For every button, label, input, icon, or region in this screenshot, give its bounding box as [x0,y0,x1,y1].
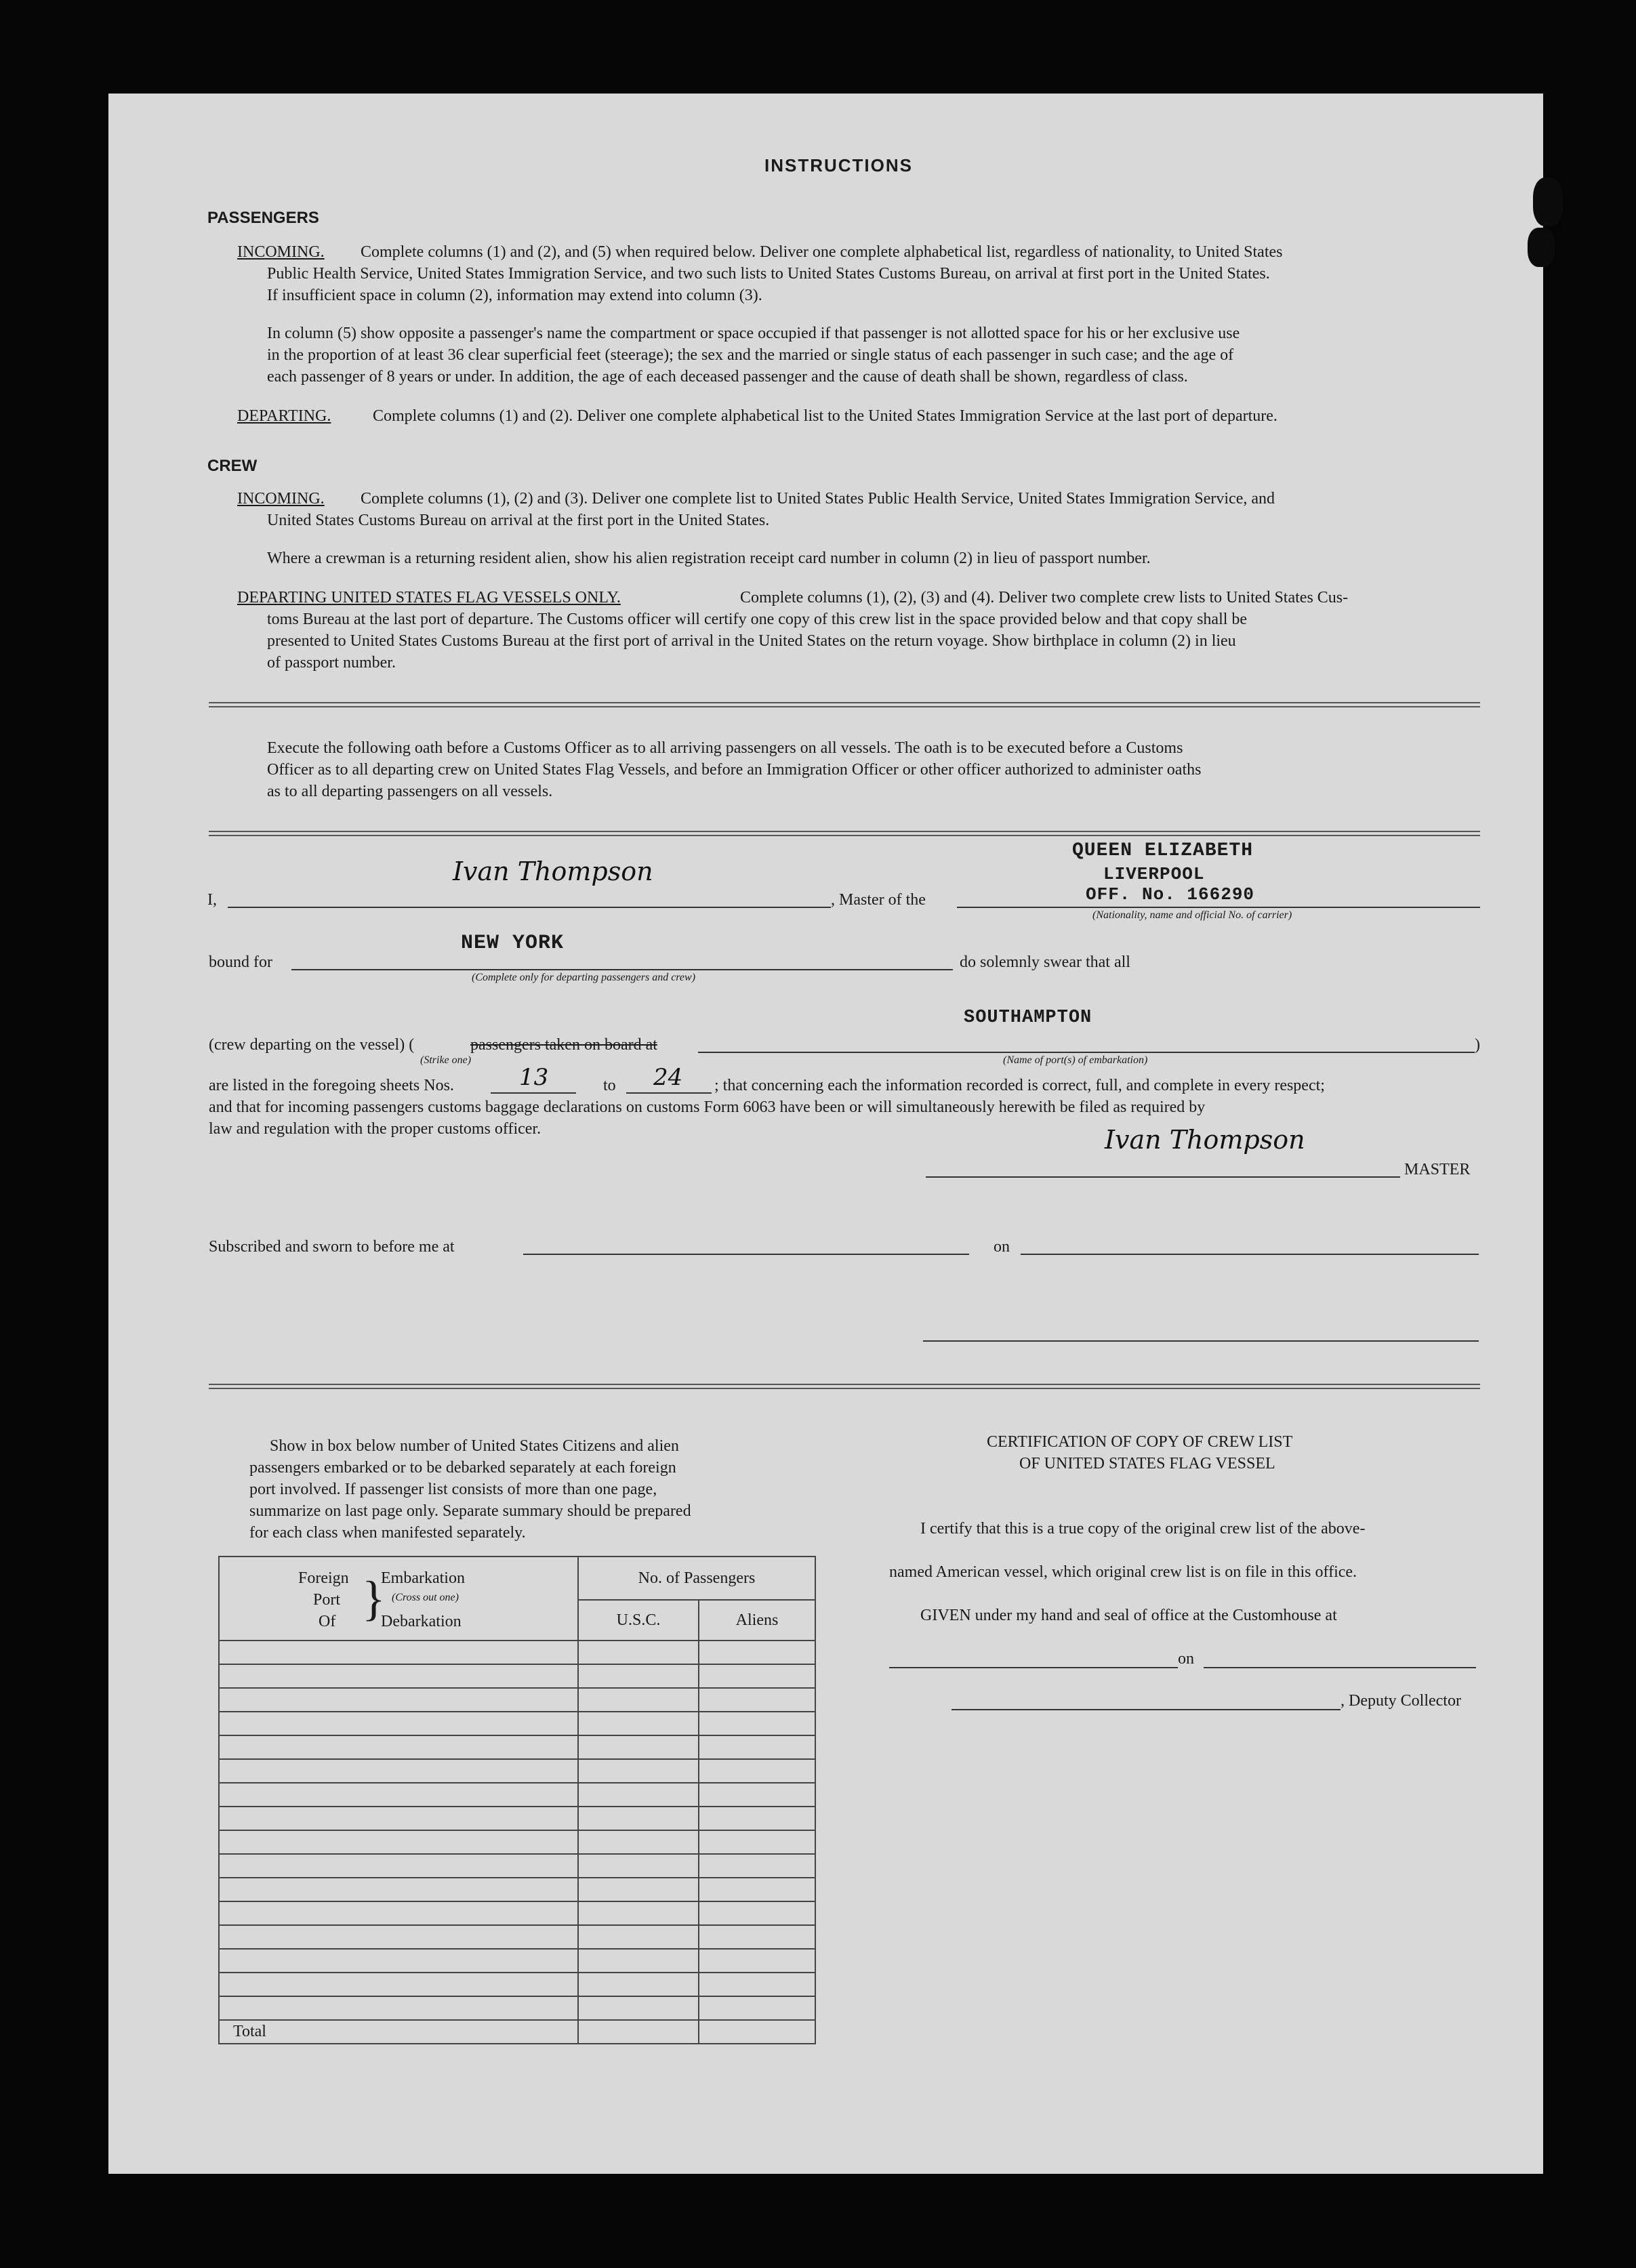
aliens-cell[interactable] [699,1641,815,1664]
oath-text: and that for incoming passengers customs baggage declarations on customs Form 6063 have been or will simultaneously herewith be filed as required by [209,1098,1206,1116]
passengers-incoming-label: INCOMING. [237,243,325,261]
bound-for-value: NEW YORK [461,932,565,955]
summary-instructions: port involved. If passenger list consists of more than one page, [249,1481,657,1498]
certification-text: GIVEN under my hand and seal of office at the Customhouse at [920,1607,1337,1624]
port-cell[interactable] [219,1735,578,1759]
port-cell[interactable] [219,1712,578,1735]
deputy-collector-label: , Deputy Collector [1341,1692,1461,1710]
oath-intro-text: Execute the following oath before a Customs Officer as to all arriving passengers on all vessels. The oath is to be executed before a Customs [267,739,1183,757]
aliens-cell[interactable] [699,1783,815,1807]
table-row [219,1854,815,1878]
port-cell[interactable] [219,1641,578,1664]
aliens-cell[interactable] [699,1901,815,1925]
port-cell[interactable] [219,1830,578,1854]
col-aliens: Aliens [699,1600,815,1641]
usc-total-cell[interactable] [578,2020,699,2044]
table-row [219,1759,815,1783]
to-label: to [603,1077,616,1094]
passengers-incoming-text: each passenger of 8 years or under. In addition, the age of each deceased passenger and the cause of death shall be shown, regardless of class. [267,368,1188,386]
section-divider [209,831,1480,836]
crewman-note: Where a crewman is a returning resident alien, show his alien registration receipt card number in column (2) in lieu of passport number. [267,550,1151,567]
port-cell[interactable] [219,1807,578,1830]
officer-signature-line[interactable] [923,1340,1479,1342]
summary-instructions: summarize on last page only. Separate summary should be prepared [249,1502,691,1520]
page-title: INSTRUCTIONS [764,155,913,176]
col-foreign: Foreign [298,1569,349,1587]
port-cell[interactable] [219,1854,578,1878]
total-label: Total [219,2020,578,2044]
port-cell[interactable] [219,1664,578,1688]
sheet-from: 13 [519,1064,549,1091]
bound-for-label: bound for [209,953,272,971]
master-signature-2: Ivan Thompson [1105,1125,1305,1155]
port-cell[interactable] [219,1925,578,1949]
aliens-cell[interactable] [699,1735,815,1759]
usc-cell[interactable] [578,1925,699,1949]
certification-on-label: on [1178,1650,1194,1668]
crew-departing-text: Complete columns (1), (2), (3) and (4). Deliver two complete crew lists to United States Cus- [740,589,1349,606]
oath-text: law and regulation with the proper customs officer. [209,1120,541,1138]
usc-cell[interactable] [578,1688,699,1712]
certification-date-line[interactable] [1204,1667,1476,1668]
master-of-label: , Master of the [831,891,926,909]
vessel-caption: (Nationality, name and official No. of carrier) [1092,909,1292,921]
certification-text: I certify that this is a true copy of the original crew list of the above- [920,1520,1366,1538]
aliens-cell[interactable] [699,1925,815,1949]
usc-cell[interactable] [578,1878,699,1901]
embarkation-line[interactable] [698,1052,1475,1053]
aliens-cell[interactable] [699,1878,815,1901]
port-cell[interactable] [219,1878,578,1901]
passenger-summary-table [218,1556,816,2044]
sheet-from-line[interactable] [491,1092,576,1094]
table-row [219,1830,815,1854]
col-port: Port [313,1591,341,1609]
usc-cell[interactable] [578,1854,699,1878]
table-row [219,1973,815,1996]
summary-instructions: for each class when manifested separately. [249,1524,526,1542]
port-cell[interactable] [219,1783,578,1807]
crew-departing-text: presented to United States Customs Bureau at the first port of arrival in the United States on the return voyage. Show birthplace in column (2) in lieu [267,632,1236,650]
embarkation-caption: (Name of port(s) of embarkation) [1003,1054,1148,1066]
usc-cell[interactable] [578,1996,699,2020]
port-cell[interactable] [219,1996,578,2020]
aliens-cell[interactable] [699,1830,815,1854]
foreign-port-header [219,1556,578,1641]
deputy-collector-line[interactable] [952,1709,1341,1710]
certification-title: CERTIFICATION OF COPY OF CREW LIST [987,1433,1293,1451]
crew-departing-text: of passport number. [267,654,396,672]
i-label: I, [207,891,217,909]
customhouse-line[interactable] [889,1667,1178,1668]
aliens-cell[interactable] [699,1854,815,1878]
ink-blot [1533,178,1563,226]
brace-glyph: } [362,1571,386,1626]
oath-intro-text: as to all departing passengers on all vessels. [267,783,553,800]
ink-blot [1528,228,1555,267]
subscribed-place-line[interactable] [523,1254,969,1255]
port-cell[interactable] [219,1973,578,1996]
total-row [219,2020,815,2044]
aliens-cell[interactable] [699,1973,815,1996]
section-heading-passengers: PASSENGERS [207,209,319,227]
usc-cell[interactable] [578,1973,699,1996]
table-row [219,1949,815,1973]
table-row [219,1878,815,1901]
passengers-incoming-text: in the proportion of at least 36 clear superficial feet (steerage); the sex and the married or single status of each passenger in such case; and the age of [267,346,1234,364]
table-row [219,1901,815,1925]
crew-incoming-text: Complete columns (1), (2) and (3). Deliver one complete list to United States Public Health Service, United States Immigration Service, and [361,490,1275,508]
table-row [219,1641,815,1664]
passengers-incoming-text: Complete columns (1) and (2), and (5) when required below. Deliver one complete alphabetical list, regardless of nationality, to United States [361,243,1283,261]
vessel-line[interactable] [957,907,1480,908]
col-of: Of [319,1613,336,1630]
usc-cell[interactable] [578,1759,699,1783]
passengers-departing-label: DEPARTING. [237,407,331,425]
usc-cell[interactable] [578,1901,699,1925]
strike-one-caption: (Strike one) [420,1054,472,1066]
usc-cell[interactable] [578,1949,699,1973]
col-crossout: (Cross out one) [392,1592,459,1603]
crew-departing-label: DEPARTING UNITED STATES FLAG VESSELS ONLY. [237,589,621,606]
subscribed-label: Subscribed and sworn to before me at [209,1238,455,1256]
aliens-cell[interactable] [699,1688,815,1712]
crew-incoming-label: INCOMING. [237,490,325,508]
usc-cell[interactable] [578,1830,699,1854]
port-cell[interactable] [219,1688,578,1712]
aliens-cell[interactable] [699,1996,815,2020]
section-heading-crew: CREW [207,457,258,475]
passengers-incoming-text: In column (5) show opposite a passenger's name the compartment or space occupied if that passenger is not allotted space for his or her exclusive use [267,325,1240,342]
table-row [219,1664,815,1688]
master-name-line[interactable] [228,907,831,908]
embarkation-port: SOUTHAMPTON [964,1008,1092,1028]
subscribed-on-label: on [994,1238,1010,1256]
table-row [219,1735,815,1759]
table-row [219,1807,815,1830]
aliens-total-cell[interactable] [699,2020,815,2044]
usc-cell[interactable] [578,1641,699,1664]
sheet-to: 24 [653,1064,683,1091]
crew-departing-option: (crew departing on the vessel) ( [209,1036,415,1054]
crew-incoming-text: United States Customs Bureau on arrival at the first port in the United States. [267,512,770,529]
table-row [219,1688,815,1712]
section-divider [209,1384,1480,1389]
aliens-cell[interactable] [699,1759,815,1783]
swear-label: do solemnly swear that all [960,953,1130,971]
aliens-cell[interactable] [699,1949,815,1973]
table-row [219,1996,815,2020]
table-row [219,1712,815,1735]
subscribed-date-line[interactable] [1021,1254,1479,1255]
summary-instructions: Show in box below number of United States Citizens and alien [270,1437,679,1455]
oath-intro-text: Officer as to all departing crew on United States Flag Vessels, and before an Immigration Officer or other officer authorized to administer oaths [267,761,1202,779]
table-row [219,1783,815,1807]
port-cell[interactable] [219,1759,578,1783]
bound-for-caption: (Complete only for departing passengers and crew) [472,972,696,983]
master-label: MASTER [1404,1161,1471,1178]
sheet-to-line[interactable] [626,1092,712,1094]
certification-text: named American vessel, which original crew list is on file in this office. [889,1563,1357,1581]
master-signature: Ivan Thompson [453,857,653,886]
usc-cell[interactable] [578,1783,699,1807]
col-embarkation: Embarkation [381,1569,465,1587]
port-cell[interactable] [219,1901,578,1925]
port-cell[interactable] [219,1949,578,1973]
aliens-cell[interactable] [699,1807,815,1830]
table-row [219,1925,815,1949]
certification-title: OF UNITED STATES FLAG VESSEL [1019,1455,1275,1472]
passengers-incoming-text: If insufficient space in column (2), information may extend into column (3). [267,287,762,304]
col-num-passengers: No. of Passengers [578,1556,815,1600]
aliens-cell[interactable] [699,1712,815,1735]
passengers-departing-text: Complete columns (1) and (2). Deliver one complete alphabetical list to the United States Immigration Service at the last port of departure. [373,407,1277,425]
crew-departing-text: toms Bureau at the last port of departure. The Customs officer will certify one copy of this crew list in the space provided below and that copy shall be [267,611,1248,628]
col-usc: U.S.C. [578,1600,699,1641]
passengers-incoming-text: Public Health Service, United States Immigration Service, and two such lists to United States Customs Bureau, on arrival at first port in the United States. [267,265,1270,283]
passengers-taken-option: passengers taken on board at [470,1036,657,1054]
master-signature-line[interactable] [926,1176,1400,1178]
usc-cell[interactable] [578,1735,699,1759]
bound-for-line[interactable] [291,969,953,970]
vessel-official-number: OFF. No. 166290 [1086,884,1255,905]
sheets-rest: ; that concerning each the information recorded is correct, full, and complete in every respect; [714,1077,1325,1094]
usc-cell[interactable] [578,1807,699,1830]
vessel-name: QUEEN ELIZABETH [1072,840,1254,861]
section-divider [209,702,1480,707]
col-debarkation: Debarkation [381,1613,462,1630]
vessel-port: LIVERPOOL [1103,864,1205,884]
usc-cell[interactable] [578,1664,699,1688]
sheets-label: are listed in the foregoing sheets Nos. [209,1077,454,1094]
summary-instructions: passengers embarked or to be debarked separately at each foreign [249,1459,676,1477]
usc-cell[interactable] [578,1712,699,1735]
close-paren: ) [1475,1036,1480,1054]
aliens-cell[interactable] [699,1664,815,1688]
